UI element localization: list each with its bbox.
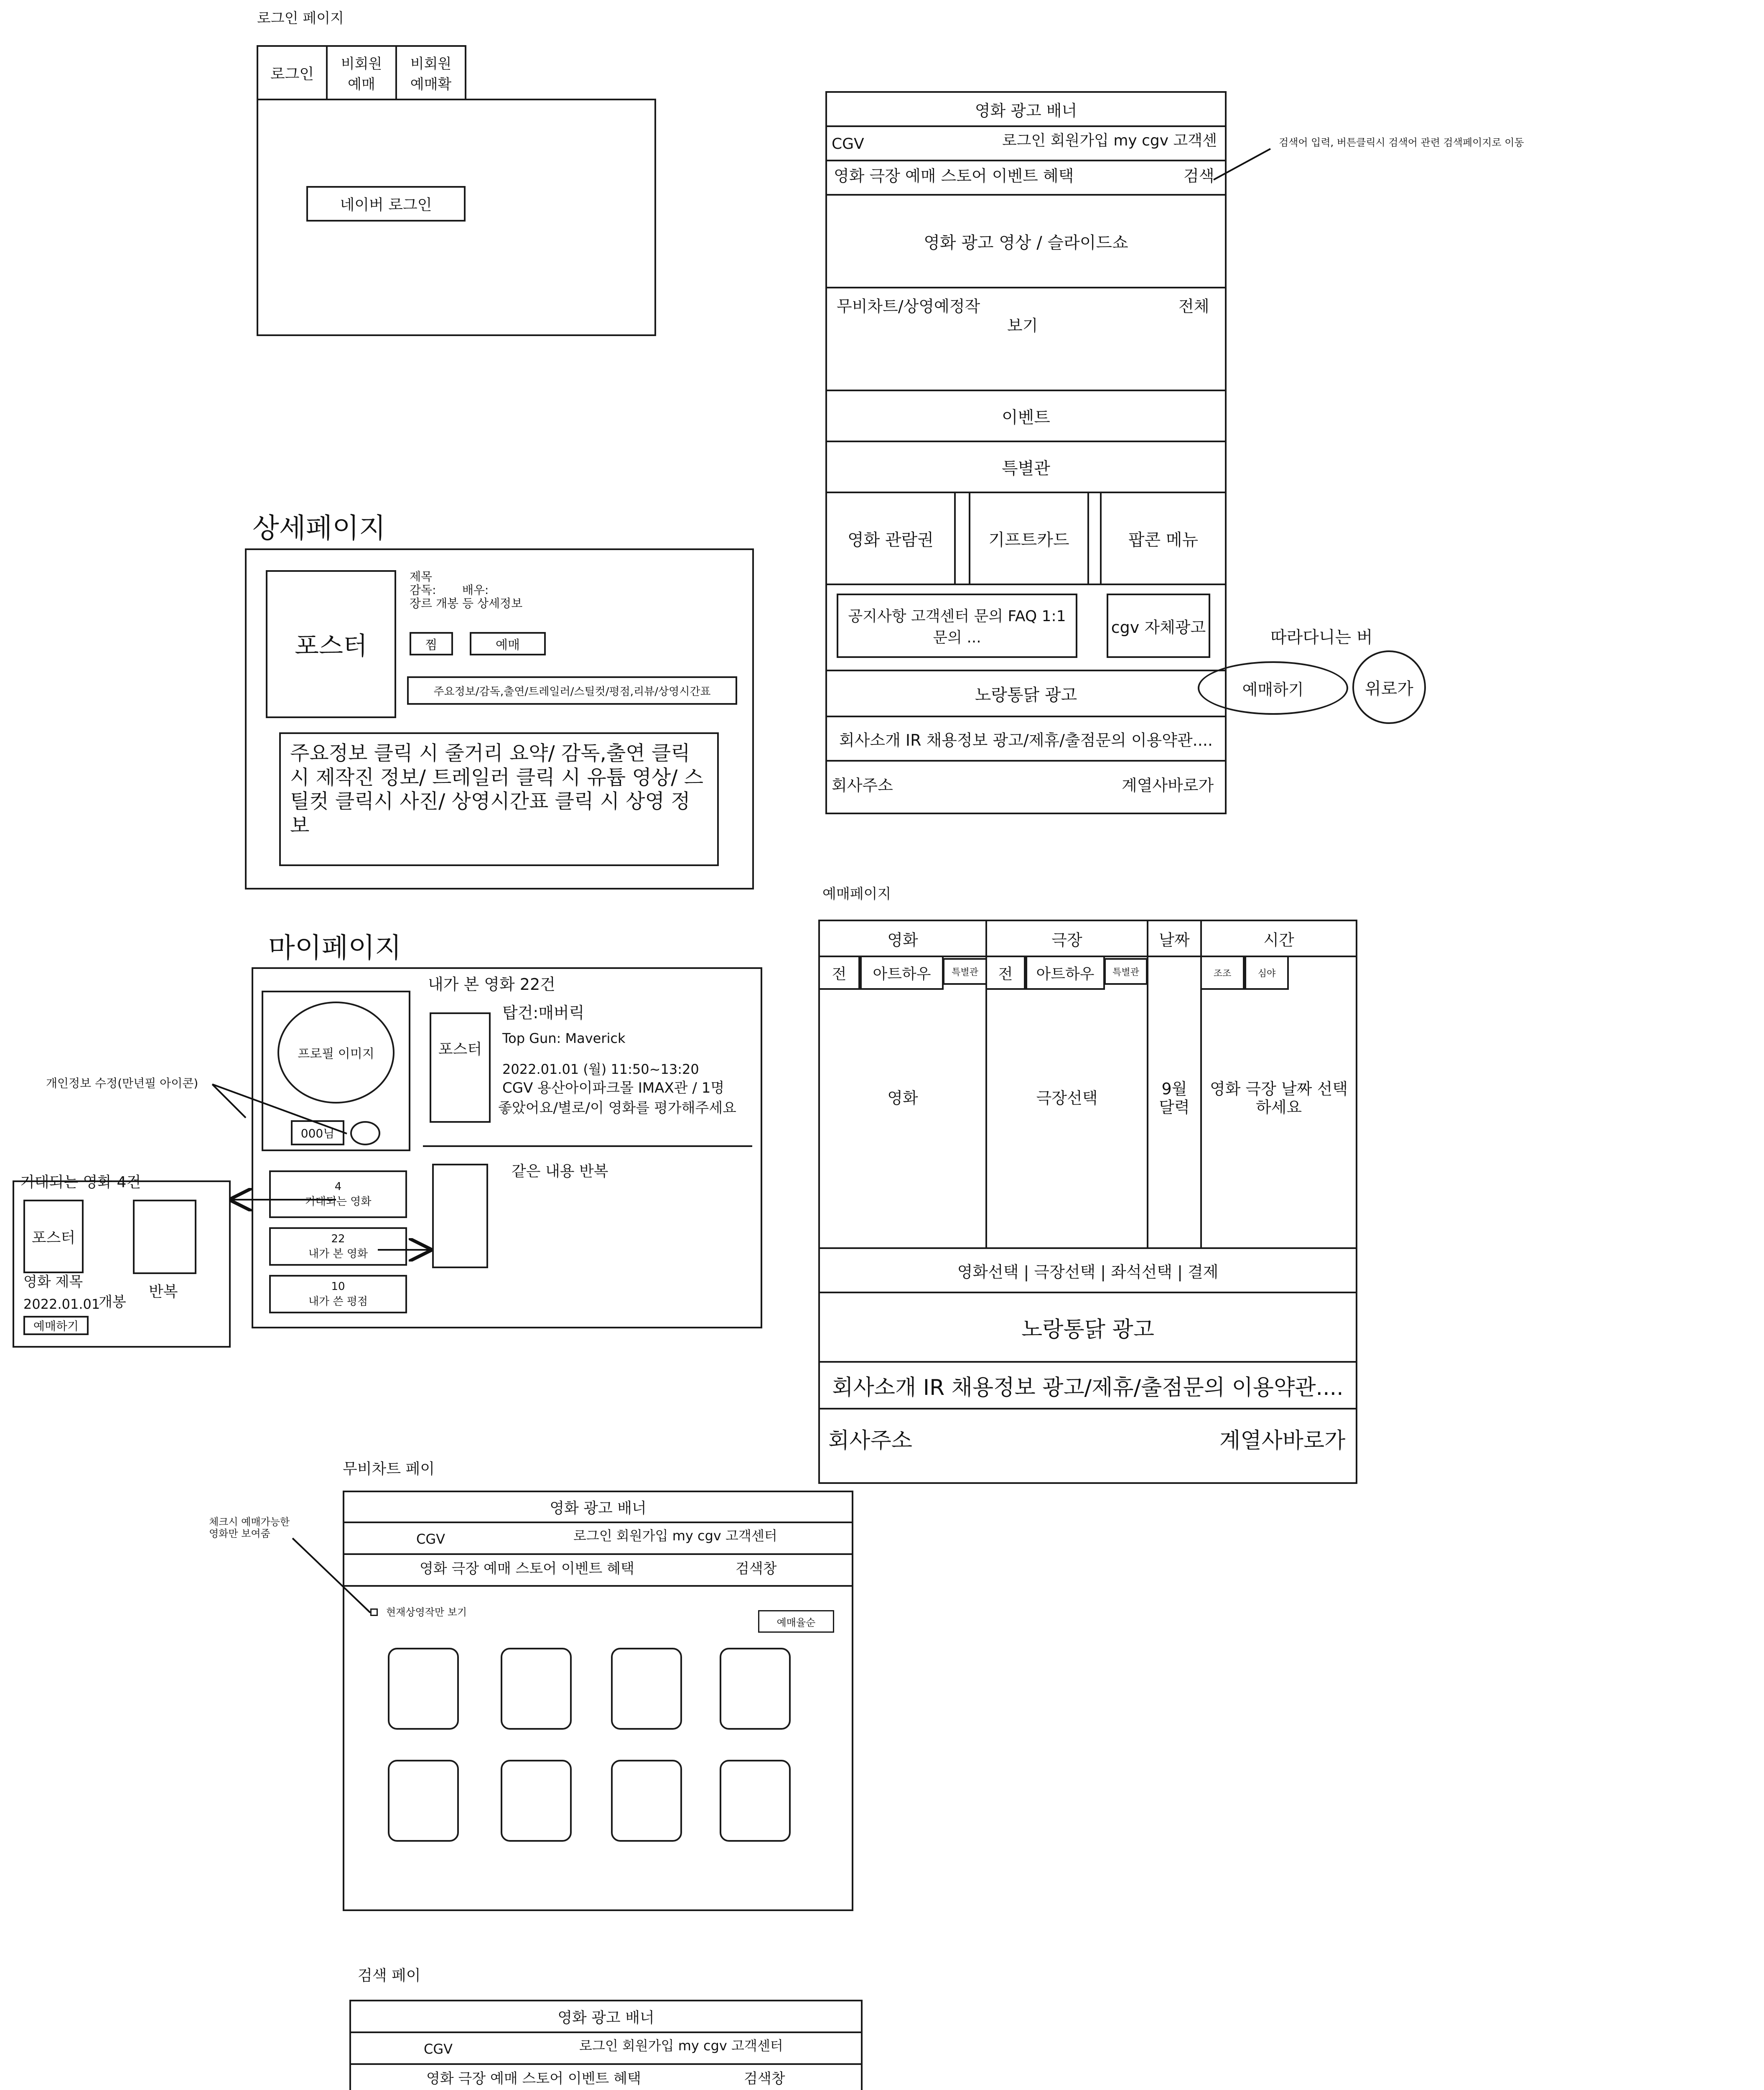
expected-movie-title: 영화 제목 [23,1274,83,1290]
mc-now-showing-checkbox[interactable] [370,1608,378,1616]
watched-title-en: Top Gun: Maverick [502,1030,626,1046]
back-to-top-button[interactable]: 위로가 [1352,650,1426,724]
mc-movie-card[interactable] [611,1648,682,1730]
stat-ratings-count: 10 [331,1280,345,1293]
rating-prompt[interactable]: 좋았어요/별로/이 영화를 평가해주세요 [498,1100,737,1116]
mc-movie-card[interactable] [501,1760,572,1842]
login-page-title: 로그인 페이지 [257,10,344,27]
stat-ratings[interactable] [269,1275,407,1313]
util-links[interactable]: 로그인 회원가입 my cgv 고객센 [1002,132,1217,149]
guest-reserve-tab[interactable]: 비회원 예매 [326,45,397,100]
watched-poster[interactable]: 포스터 [430,1012,491,1123]
sp-logo[interactable]: CGV [424,2041,453,2057]
stat-expected[interactable] [269,1170,407,1218]
theater-filter-arthouse[interactable]: 아트하우 [1026,956,1105,990]
guest-reserve-check-tab[interactable]: 비회원 예매확 [395,45,466,100]
theater-filter-special[interactable]: 특별관 [1104,958,1148,985]
mc-banner[interactable]: 영화 광고 배너 [343,1491,853,1523]
detail-reserve-button[interactable]: 예매 [470,632,546,655]
nickname-box: 000님 [291,1120,344,1145]
divider [423,1145,752,1147]
naver-login-button[interactable]: 네이버 로그인 [306,186,466,222]
watched-schedule: 2022.01.01 (월) 11:50~13:20 [502,1061,699,1077]
company-address: 회사주소 [832,776,893,795]
mc-movie-card[interactable] [388,1760,459,1842]
view-all-label[interactable]: 전체 [1179,297,1209,316]
stat-expected-count: 4 [334,1180,342,1193]
notice-box[interactable]: 공지사항 고객센터 문의 FAQ 1:1 문의 ... [837,594,1077,658]
sp-nav[interactable]: 영화 극장 예매 스토어 이벤트 혜택 [426,2070,641,2087]
affiliates-link[interactable]: 계열사바로가 [1122,776,1214,795]
giftcard-card[interactable]: 기프트카드 [969,492,1089,585]
main-nav[interactable]: 영화 극장 예매 스토어 이벤트 혜택 [834,167,1074,185]
movie-filter-special[interactable]: 특별관 [943,958,987,985]
bottom-ad[interactable]: 노랑통닭 광고 [825,670,1227,717]
stat-watched[interactable] [269,1227,407,1266]
stat-watched-label: 내가 본 영화 [308,1247,368,1260]
booking-header-movie: 영화 [818,920,987,957]
booking-header-theater: 극장 [985,920,1148,957]
movie-list-area[interactable]: 영화 [887,1089,918,1108]
cgv-logo[interactable]: CGV [832,135,864,153]
moviechart-page-title: 무비차트 페이 [343,1460,435,1478]
mc-search[interactable]: 검색창 [736,1560,777,1577]
movie-filter-arthouse[interactable]: 아트하우 [860,956,944,990]
time-filter-late[interactable]: 심야 [1245,956,1289,990]
stat-ratings-label: 내가 쓴 평점 [308,1295,368,1308]
watched-theater: CGV 용산아이파크몰 IMAX관 / 1명 [502,1080,725,1096]
repeat-poster[interactable] [432,1164,488,1268]
mypage-title: 마이페이지 [268,932,402,964]
watched-title-ko: 탑건:매버릭 [502,1004,585,1022]
floating-reserve-button[interactable]: 예매하기 [1198,661,1348,715]
theater-list-area[interactable]: 극장선택 [1036,1089,1098,1108]
detail-poster: 포스터 [266,570,396,718]
slideshow[interactable]: 영화 광고 영상 / 슬라이드쇼 [825,194,1227,288]
watched-header: 내가 본 영화 22건 [428,975,555,994]
search-button[interactable]: 검색 [1184,167,1214,185]
movie-filter-all[interactable]: 전 [818,956,860,990]
expected-release: 개봉 [99,1294,126,1310]
search-page-title: 검색 페이 [358,1967,421,1984]
expected-poster[interactable]: 포스터 [23,1200,84,1273]
sp-banner[interactable]: 영화 광고 배너 [349,2000,863,2033]
booking-affiliates[interactable]: 계열사바로가 [1219,1428,1346,1453]
mc-sort-button[interactable]: 예매율순 [758,1610,834,1633]
edit-note-line-1 [212,1084,246,1118]
like-button[interactable]: 찜 [410,632,453,655]
cgv-ad-box[interactable]: cgv 자체광고 [1107,594,1210,658]
profile-image[interactable]: 프로필 이미지 [277,1002,395,1104]
mc-util-links[interactable]: 로그인 회원가입 my cgv 고객센터 [573,1528,777,1544]
event-section[interactable]: 이벤트 [825,390,1227,442]
booking-footer-links[interactable]: 회사소개 IR 채용정보 광고/제휴/출점문의 이용약관.... [818,1361,1357,1409]
time-select-area[interactable]: 영화 극장 날짜 선택하세요 [1210,1080,1348,1116]
booking-header-time: 시간 [1200,920,1357,957]
expected-header: 기대되는 영화 4건 [20,1174,141,1191]
mc-movie-card[interactable] [501,1648,572,1730]
stat-watched-count: 22 [331,1232,345,1245]
edit-profile-note: 개인정보 수정(만년필 아이콘) [46,1076,199,1090]
login-tab[interactable]: 로그인 [257,45,328,100]
ticket-card[interactable]: 영화 관람권 [825,492,956,585]
mc-nav[interactable]: 영화 극장 예매 스토어 이벤트 혜택 [420,1560,634,1577]
stat-expected-label: 기대되는 영화 [305,1195,372,1208]
mc-movie-card[interactable] [388,1648,459,1730]
floating-button-label: 따라다니는 버 [1270,628,1373,647]
mc-movie-card[interactable] [611,1760,682,1842]
mc-filter-note: 체크시 예매가능한 영화만 보여줌 [209,1516,290,1539]
expected-repeat-poster[interactable] [133,1200,196,1274]
booking-ad[interactable]: 노랑통닭 광고 [818,1292,1357,1363]
mc-movie-card[interactable] [720,1760,791,1842]
edit-profile-icon[interactable] [350,1121,380,1145]
mc-logo[interactable]: CGV [416,1531,445,1547]
main-banner[interactable]: 영화 광고 배너 [825,91,1227,127]
booking-address: 회사주소 [828,1428,912,1453]
booking-steps: 영화선택 | 극장선택 | 좌석선택 | 결제 [818,1247,1357,1293]
special-theater-section[interactable]: 특별관 [825,441,1227,493]
booking-header-date: 날짜 [1147,920,1202,957]
detail-description: 주요정보 클릭 시 줄거리 요약/ 감독,출연 클릭 시 제작진 정보/ 트레일러 클릭 시 유튭 영상/ 스틸컷 클릭시 사진/ 상영시간표 클릭 시 상영 정보 [279,732,719,866]
moviechart-label[interactable]: 무비차트/상영예정작 [837,297,980,316]
popcorn-card[interactable]: 팝콘 메뉴 [1100,492,1227,585]
detail-page-title: 상세페이지 [252,512,386,544]
expected-reserve-button[interactable]: 예매하기 [23,1316,89,1335]
sp-search[interactable]: 검색창 [744,2070,785,2087]
detail-tabs[interactable]: 주요정보/감독,출연/트레일러/스틸컷/평점,리뷰/상영시간표 [407,676,737,705]
search-note: 검색어 입력, 버튼클릭시 검색어 관련 검색페이지로 이동 [1279,137,1524,148]
time-filter-early[interactable]: 조조 [1200,956,1245,990]
date-calendar[interactable]: 9월 달력 [1159,1080,1190,1116]
repeat-note: 같은 내용 반복 [512,1163,608,1180]
sp-util-links[interactable]: 로그인 회원가입 my cgv 고객센터 [579,2038,783,2054]
footer-links[interactable]: 회사소개 IR 채용정보 광고/제휴/출점문의 이용약관.... [825,716,1227,762]
booking-page-title: 예매페이지 [822,886,891,902]
mc-checkbox-label: 현재상영작만 보기 [386,1606,467,1618]
expected-date: 2022.01.01 [23,1296,100,1312]
expected-repeat-note: 반복 [149,1283,178,1300]
mc-movie-card[interactable] [720,1648,791,1730]
theater-filter-all[interactable]: 전 [985,956,1026,990]
view-all-label-2[interactable]: 보기 [1007,316,1038,335]
detail-info: 제목 감독: 배우: 장르 개봉 등 상세정보 [410,570,523,611]
